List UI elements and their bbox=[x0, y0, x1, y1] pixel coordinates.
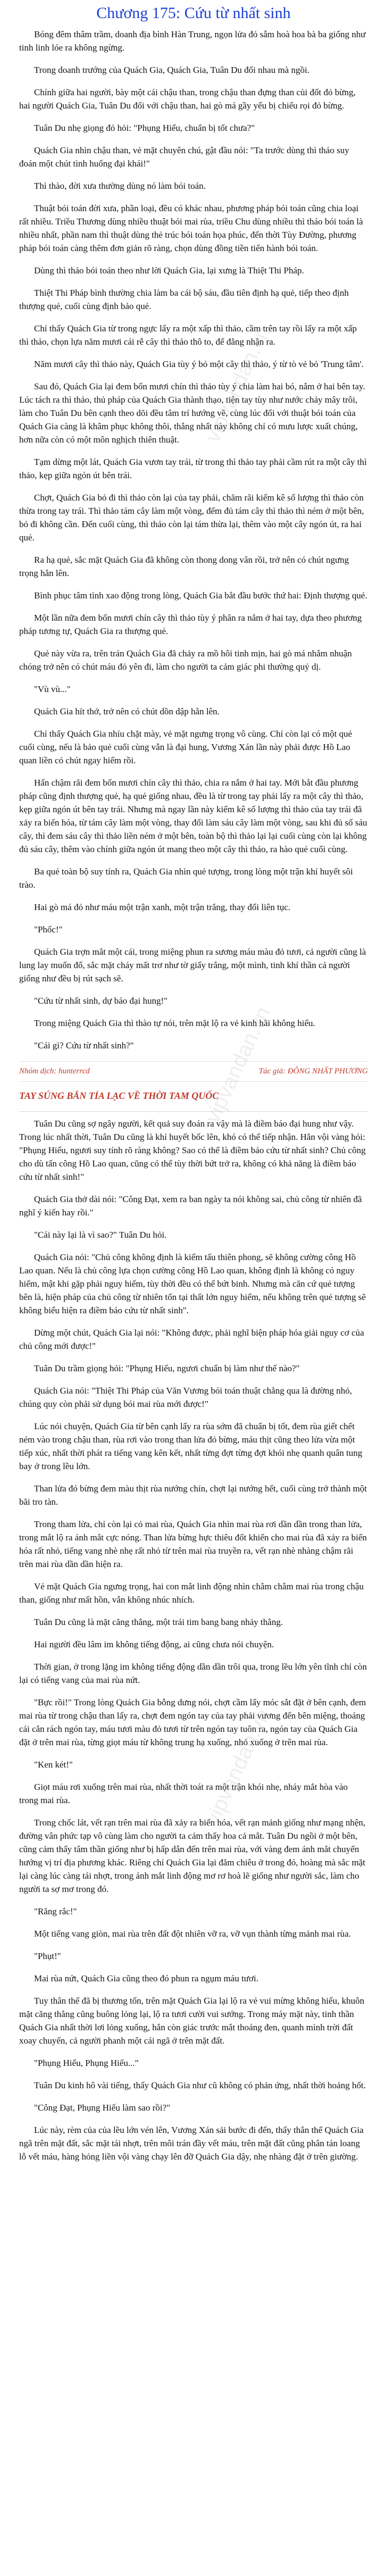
paragraph: Trong miệng Quách Gia thì thào tự nói, trên mặt lộ ra vẻ kinh hãi không hiểu. bbox=[34, 1018, 315, 1028]
paragraph: Trong tham lửa, chỉ còn lại cỏ mai rùa, Quách Gia nhìn mai rùa rơi dần dần trong than lửa, trong mắt lộ ra ánh mắt cực nóng. Than lửa bừng hực thiêu đốt khiến cho mai rùa đã xảy ra biến hóa rất nhỏ, tiếng vang nhè nhẹ rất nhỏ từ trên mai rùa truyền ra, vết rạn nhè nhàng chậm rãi trên mai rùa dần dần hiện ra. bbox=[19, 1519, 367, 1569]
paragraph: Thì thào, đời xưa thường dùng nó làm bói toán. bbox=[34, 181, 206, 191]
chapter-meta bbox=[19, 1061, 368, 1082]
section-title: TAY SÚNG BẮN TỈA LẠC VỀ THỜI TAM QUỐC bbox=[19, 1090, 219, 1101]
paragraph: Hấn chậm rãi đem bốn mươi chín cây thì thảo, chia ra nắm ở hai tay. Mới bắt đầu phương pháp cũng định thượng quẻ, hạ quẻ giống nhau, đều là từ trong tay phải lấy ra một cây thì thảo, kẹp giữa ngón út bên tay trái. Nhưng mà ngay lần này kiểm kê số lượng thì thảo của tay trái đã xảy ra biến hóa, từ tám cây làm một vòng, thay đổi làm sáu cây làm một vòng, sau khi đủ số sáu cây, thì đem sáu cây thì thảo liền ném ở một bên, toàn bộ thì thảo lại lại cuối cùng còn lại không đủ sáu cây, thêm vào chính giữa ngón út mang theo một cây thì thảo, ra hào quẻ cuối cùng. bbox=[19, 778, 367, 854]
paragraph: Vẻ mặt Quách Gia ngưng trọng, hai con mắt linh động nhìn chằm chằm mai rùa trong chậu than, giống như mất hồn, vẫn không nhúc nhích. bbox=[19, 1581, 364, 1605]
paragraph: Tạm dừng một lát, Quách Gia vươn tay trái, từ trong thì thảo tay phải cầm rút ra một cây thì thảo, kẹp giữa ngón út bên trái. bbox=[19, 457, 367, 480]
paragraph: "Phụt!" bbox=[34, 1951, 61, 1961]
paragraph: Tuân Du cũng sợ ngây người, kết quả suy đoán ra vậy mà là điềm báo đại hung như vậy. Trong lúc nhất thời, Tuân Du cũng là khí huyết bốc lên, khó có thể tiếp nhận. Hắn vội vàng hỏi: "Phụng Hiếu, ngươi suy tính rõ ràng không? Sao có thể là điềm báo cứu từ nhất sinh? Chủ công cho dù tấn công Hồ Lao quan, cũng có thể tùy thời bứt trở ra, không có khả năng là điềm báo cứu từ nhất sinh!" bbox=[19, 1119, 366, 1182]
paragraph: Quách Gia nhìn chậu than, vẻ mặt chuyên chú, gật đầu nói: "Ta trước dùng thì tháo suy đoán một chút tình huống đại khái!" bbox=[19, 145, 349, 169]
paragraph: Lúc nói chuyện, Quách Gia từ bên cạnh lấy ra rùa sớm đã chuẩn bị tốt, đem rùa giết chết ném vào trong chậu than, rùa rơi vào trong than lửa đỏ bừng, máu thịt cũng theo lửa vừa một tiếp xúc, nhất thời phát ra tiếng vang kên kết, nhất từng đợt từng đợt khói nhẹ quanh quân tung bay ở trong lều lớn. bbox=[19, 1421, 363, 1471]
paragraph: Giọt máu rơi xuống trên mai rùa, nhất thời toát ra một trận khói nhẹ, nháy mắt hòa vào trong mai rùa. bbox=[19, 1782, 348, 1805]
paragraph: Chợt, Quách Gia bỏ đi thì thảo còn lại của tay phải, chăm rãi kiểm kê số lượng thì thảo còn thừa trong tay trái. Thì thảo tám cây làm một vòng, đếm đủ tám cây thì thảo thì ném ở một bên, bỏ đi không cần. Đến cuối cùng, thì thảo còn lại tám thừa lại, thêm vào một cây ngón út, ra hai quẻ. bbox=[19, 493, 364, 543]
paragraph: "Cái gì? Cứu từ nhất sinh?" bbox=[34, 1040, 134, 1051]
paragraph: Quách Gia hít thở, trở nên có chút dồn dập hẳn lên. bbox=[34, 706, 220, 716]
paragraph: Quách Gia thở dài nói: "Công Đạt, xem ra ban ngày ta nói không sai, chủ công từ nhiên đã nghĩ ý kiến hay rồi." bbox=[19, 1194, 362, 1218]
paragraph: Quách Gia nói: "Thiệt Thi Pháp của Văn Vương bói toán thuật chẳng qua là đường nhỏ, chúng quy còn phải sử dụng bói mai rùa mới được!" bbox=[19, 1386, 352, 1409]
paragraph: Chỉ thấy Quách Gia từ trong ngực lấy ra một xấp thì thảo, cầm trên tay rồi lấy ra một xấp thì thảo, chọn lựa năm mươi cái rễ cây thì thảo thô to, để đằng nhận ra. bbox=[19, 323, 357, 347]
paragraph: Mai rùa nứt, Quách Gia cũng theo đó phun ra ngụm máu tươi. bbox=[34, 1973, 259, 1983]
paragraph: "Ken két!" bbox=[34, 1760, 73, 1770]
paragraph: Trong doanh trướng của Quách Gia, Quách Gia, Tuân Du đối nhau mà ngồi. bbox=[34, 65, 310, 75]
paragraph: Sau đó, Quách Gia lại đem bốn mươi chín thì thảo tùy ý chia làm hai bó, nắm ở hai bên tay. Lúc tách ra thì thảo, thủ pháp của Quách Gia thành thạo, tiện tay tùy như nước chảy mây trôi, làm cho Tuân Du bên cạnh theo dõi đều tâm trí hướng về, cùng lúc đối với thuật bói toán của Quách Gia càng là khâm phục không thôi, thắng nhất này không chỉ có mưu lược xuất chúng, hơn nữa còn có một môn nghịch thiên thuật. bbox=[19, 381, 365, 445]
paragraph: "Công Đạt, Phụng Hiếu làm sao rồi?" bbox=[34, 2103, 171, 2113]
paragraph: Trong chốc lát, vết rạn trên mai rùa đã xảy ra biến hóa, vết rạn mảnh giống như mạng nhện, đường vân phức tạp vô cùng làm cho người ta cảm thấy hoa cả mắt. Tuân Du ngồi ở một bên, cũng cảm thấy tâm thần giống như bị hấp dẫn đến trên mai rùa, với vàng đem ánh mắt chuyển hướng vị trí địa phương khác. Riêng chỉ Quách Gia lại đăm chiêu ở trong đó, hoàng mà sắc mặt lại càng lúc càng tái nhợt, trong ánh mắt linh động mơ rơ hoà lẽ giống như người sắc, làm cho người ta sợ mơ trong đó. bbox=[19, 1818, 366, 1894]
paragraph: "Cái này lại là vì sao?" Tuân Du hỏi. bbox=[34, 1230, 167, 1240]
paragraph: Năm mươi cây thì thảo này, Quách Gia tùy ý bỏ một cây thì thảo, ý từ tò vẻ bỏ 'Trung tâm'. bbox=[34, 359, 364, 369]
watermark: vipvandan.vn bbox=[200, 1003, 275, 1127]
paragraph: Thuật bói toán đời xưa, phần loại, đều có khác nhau, phương pháp bói toán cũng chia loại rất nhiều. Triều Thương dùng nhiều thuật bói mai rùa, triều Chu dùng nhiều thì tháo bói toán là nhiều nhất, phần nam thì thuật dùng thẻ trúc bói toán họa phúc, đến thời Tùy Đường, phương pháp bói toán càng thêm đơn giản rõ ràng, chọn dùng đồng tiền tiến hành bói toán. bbox=[19, 203, 363, 253]
paragraph: Hai gò má đỏ như máu một trận xanh, một trận trắng, thay đổi liên tục. bbox=[34, 902, 291, 912]
paragraph: Bình phục tâm tình xao động trong lòng, Quách Gia bắt đầu bước thứ hai: Định thượng quẻ. bbox=[34, 590, 367, 601]
paragraph: "Răng rắc!" bbox=[34, 1906, 77, 1916]
paragraph: Quách Gia trợn mắt một cái, trong miệng phun ra sương máu màu đỏ tươi, cả người cũng là lung lay muốn đổ, sắc mặt cháy mất trơ như tờ giấy trắng, một mình, tinh khí thần cả người giống như đều bị rút sạch sẽ. bbox=[19, 947, 366, 983]
translator-group: Nhóm dịch: hunterrcd bbox=[19, 1067, 90, 1076]
section-body bbox=[19, 1117, 368, 2163]
watermark: vipvandan.vn bbox=[200, 1705, 275, 1829]
paragraph: "Bực rồi!" Trong lòng Quách Gia bỗng dưng nói, chợt cầm lấy móc sắt đặt ở bên cạnh, đem mai rùa từ trong chậu than lấy ra, chợt đem ngón tay của tay phải vương đến bên miệng, thoáng cái cắn rách ngón tay, máu tươi màu đỏ tươi từ trên ngón tay tuôn ra, ngón tay của Quách Gia đặt ở trên mai rùa, từng giọt máu từ không trung hạ xuống, nhỏ xuống ở trên mai rùa. bbox=[19, 1697, 366, 1747]
paragraph: Hai người đều lâm im không tiếng động, ai cũng chưa nói chuyện. bbox=[34, 1639, 274, 1649]
paragraph: Quách Gia nói: "Chủ công không định là kiếm tấu thiên phong, sẽ không cường công Hồ Lao quan. Nếu là chủ công lựa chọn cường công Hồ Lao quan, không định là không có nguy hiểm, mật khi gặp phải nguy hiểm, tùy thời đều có thể bứt binh. Nhưng mà căn cứ quẻ tượng bên là, hiện pháp của chủ công từ nhiên tốn tại thất lớn nguy hiểm, nếu không trên quẻ tượng sẽ không biểu hiện ra điềm báo cứu từ nhất sinh". bbox=[19, 1252, 366, 1315]
paragraph: Một tiếng vang giòn, mai rùa trên đất đột nhiên vỡ ra, vỡ vụn thành từng mảnh mai rùa. bbox=[34, 1929, 351, 1939]
author-label: Tác giả: ĐÔNG NHẤT PHƯƠNG bbox=[258, 1067, 368, 1076]
paragraph: Than lửa đỏ bừng đem màu thịt rùa nướng chín, chợt lại nướng hết, cuối cùng trở thành một bãi tro tàn. bbox=[19, 1483, 367, 1507]
paragraph: "Cứu từ nhất sinh, dự báo đại hung!" bbox=[34, 996, 168, 1006]
paragraph: Bóng đêm thâm trầm, doanh địa bình Hàn Trung, ngọn lửa đỏ sẫm hoà hoa bà ba giống như tinh linh lóe ra không ngừng. bbox=[19, 29, 366, 53]
paragraph: Ba quẻ toàn bộ suy tính ra, Quách Gia nhìn quẻ tượng, trong lòng một trận khí huyết sôi trào. bbox=[19, 866, 353, 890]
section-divider bbox=[19, 1111, 368, 1112]
paragraph: Lúc này, rèm của của lều lớn vén lên, Vương Xán sải bước đi đến, thấy thân thể Quách Gia ngã trên mặt đất, sắc mặt tái nhợt, trên môi trán đầy vết máu, trên mặt đất cũng phân tán loang lỗ vết máu, hàng hỏng liền vội vàng chạy lên đỡ Quách Gia dậy, nhẹ nhàng đặt ở trên giường. bbox=[19, 2125, 364, 2162]
paragraph: Thiệt Thi Pháp bình thường chia làm ba cái bộ sáu, đầu tiên định hạ quẻ, tiếp theo định thượng quẻ, cuối cùng định bảo quẻ. bbox=[19, 288, 349, 311]
paragraph: Tuân Du nhẹ giọng đỏ hỏi: "Phụng Hiếu, chuẩn bị tốt chưa?" bbox=[34, 123, 255, 133]
watermark: vipvandan.vn bbox=[200, 322, 275, 446]
paragraph: Một lần nữa đem bốn mươi chín cây thì thảo tùy ý phân ra nắm ở hai tay, dựa theo phương pháp tương tự, Quách Gia ra thượng quẻ. bbox=[19, 613, 362, 636]
paragraph: Tuân Du cũng là mặt căng thẳng, một trái tim bang bang nhảy thẳng. bbox=[34, 1617, 283, 1627]
paragraph: Quẻ này vừa ra, trên trán Quách Gia đã chảy ra mồ hôi tinh mịn, hai gò má nhắm nhuận chóng trở nên có chút máu đỏ yên đi, làm cho người ta cảm giác phi thường quỷ dị. bbox=[19, 648, 352, 672]
chapter-body bbox=[19, 28, 368, 1052]
paragraph: Thời gian, ở trong lặng im không tiếng động dần dần trôi qua, trong lều lớn yên tĩnh chỉ còn lại có tiếng vang của mai rùa nứt. bbox=[19, 1662, 367, 1685]
paragraph: Tuy thân thể đã bị thương tốn, trên mặt Quách Gia lại lộ ra vẻ vui mừng không hiểu, khuôn mặt căng thẳng cũng buông lỏng lại, lộ ra tươi cười vui sướng. Trong máy mặt này, tinh thần Quách Gia nhất thời lơi lỏng xuống, hắn còn giác trước mắt thoáng đen, quanh mình trời đất xoay chuyển, cả người phanh một cái ngã ở trên mặt đất. bbox=[19, 1996, 365, 2046]
paragraph: Dừng một chút, Quách Gia lại nói: "Không được, phải nghĩ biện pháp hóa giải nguy cơ của chủ công mới được!" bbox=[19, 1328, 364, 1351]
paragraph: Dùng thì thảo bói toán theo như lời Quách Gia, lại xưng là Thiệt Thi Pháp. bbox=[34, 265, 304, 276]
paragraph: Ra hạ quẻ, sắc mặt Quách Gia đã không còn thong dong vân rồi, trở nên có chút ngưng trọng hẳn lên. bbox=[19, 555, 349, 578]
paragraph: Tuân Du trầm giọng hỏi: "Phụng Hiếu, ngươi chuẩn bị làm như thế nào?" bbox=[34, 1363, 300, 1373]
paragraph: "Vù vù..." bbox=[34, 684, 71, 694]
paragraph: "Phốc!" bbox=[34, 924, 63, 935]
paragraph: "Phụng Hiếu, Phụng Hiếu..." bbox=[34, 2058, 139, 2068]
paragraph: Tuân Du kinh hô vài tiếng, thấy Quách Gia như cũ không có phản ứng, nhất thời hoảng hốt. bbox=[34, 2080, 366, 2090]
paragraph: Chỉ thấy Quách Gia nhíu chặt mày, vẻ mặt ngưng trọng vô cùng. Chỉ còn lại có một quẻ cuối cùng, nếu là bảo quẻ cuối cùng vẫn là đại hung, Vương Xán lần này phải được Hồ Lao quan liền có chút ngay hiểm rồi. bbox=[19, 729, 352, 765]
paragraph: Chính giữa hai người, bày một cái chậu than, trong chậu than đựng than củi đốt đỏ bừng, hai người Quách Gia, Tuân Du đối với chậu than, hai gò má gầy yếu bị chiếu rọi đỏ bừng. bbox=[19, 87, 356, 111]
chapter-title: Chương 175: Cứu từ nhất sinh bbox=[96, 4, 291, 22]
